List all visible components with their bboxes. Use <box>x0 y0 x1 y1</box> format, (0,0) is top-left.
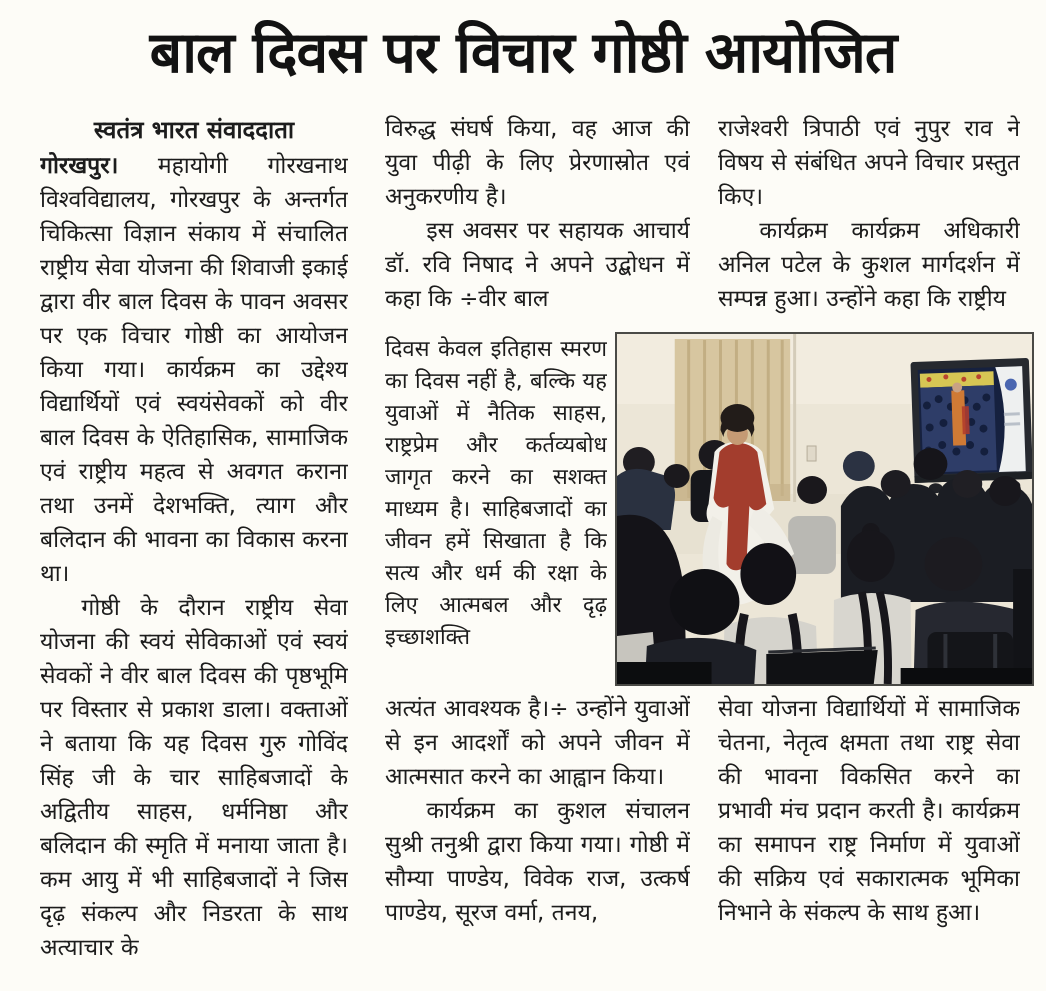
col1-paragraph-1-text: महायोगी गोरखनाथ विश्वविद्यालय, गोरखपुर के अन्तर्गत चिकित्सा विज्ञान संकाय में संचालित राष्ट्रीय सेवा योजना की शिवाजी इकाई द्वारा वीर बाल दिवस के पावन अवसर पर एक विचार गोष्ठी का आयोजन किया गया। कार्यक्रम का उद्देश्य विद्यार्थियों एवं स्वयंसेवकों को वीर बाल दिवस के ऐतिहासिक, सामाजिक एवं राष्ट्रीय महत्व से अवगत कराना तथा उनमें देशभक्ति, त्याग और बलिदान की भावना का विकास करना था। <box>40 153 348 587</box>
col1-paragraph-2: गोष्ठी के दौरान राष्ट्रीय सेवा योजना की स्वयं सेविकाओं एवं स्वयं सेवकों ने वीर बाल दिवस की पृष्ठभूमि पर विस्तार से प्रकाश डाला। वक्ताओं ने बताया कि यह दिवस गुरु गोविंद सिंह जी के चार साहिबजादों के अद्वितीय साहस, धर्मनिष्ठा और बलिदान की स्मृति में मनाया जाता है। कम आयु में भी साहिबजादों ने जिस दृढ़ संकल्प और निडरता के साथ अत्याचार के <box>40 595 348 961</box>
dateline-city: गोरखपुर। <box>40 153 119 179</box>
col2-paragraph-4: कार्यक्रम का कुशल संचालन सुश्री तनुश्री द्वारा किया गया। गोष्ठी में सौम्या पाण्डेय, विवेक राज, उत्कर्ष पाण्डेय, सूरज वर्मा, तनय, <box>385 798 690 926</box>
col2-paragraph-3-start: इस अवसर पर सहायक आचार्य डॉ. रवि निषाद ने अपने उद्बोधन में कहा कि ÷वीर बाल <box>385 218 690 312</box>
col3-continuation: राजेश्वरी त्रिपाठी एवं नुपुर राव ने विषय से संबंधित अपने विचार प्रस्तुत किए। <box>718 116 1020 210</box>
column-2-bottom <box>385 692 690 988</box>
col1-paragraph-1 <box>40 149 348 591</box>
column-2-beside-photo <box>385 334 607 686</box>
column-1 <box>40 112 348 990</box>
column-3-bottom <box>718 692 1020 988</box>
col3-paragraph-5-start: कार्यक्रम कार्यक्रम अधिकारी अनिल पटेल के कुशल मार्गदर्शन में सम्पन्न हुआ। उन्होंने कहा कि राष्ट्रीय <box>718 218 1020 312</box>
col2-continuation: विरुद्ध संघर्ष किया, वह आज की युवा पीढ़ी के लिए प्रेरणास्रोत एवं अनुकरणीय है। <box>385 116 690 210</box>
column-2-top <box>385 112 690 331</box>
col3-paragraph-5-end: सेवा योजना विद्यार्थियों में सामाजिक चेतना, नेतृत्व क्षमता तथा राष्ट्र सेवा की भावना विकसित करने का प्रभावी मंच प्रदान करती है। कार्यक्रम का समापन राष्ट्र निर्माण में युवाओं की सक्रिय एवं सकारात्मक भूमिका निभाने के संकल्प के साथ हुआ। <box>718 696 1020 926</box>
article-photo-illustration <box>617 334 1032 684</box>
byline: स्वतंत्र भारत संवाददाता <box>93 116 295 144</box>
col2-paragraph-3-end: अत्यंत आवश्यक है।÷ उन्होंने युवाओं से इन आदर्शों को अपने जीवन में आत्मसात करने का आह्वान किया। <box>385 696 690 790</box>
column-3-top <box>718 112 1020 331</box>
col2-paragraph-3-middle: दिवस केवल इतिहास स्मरण का दिवस नहीं है, बल्कि यह युवाओं में नैतिक साहस, राष्ट्रप्रेम और कर्तव्यबोध जागृत करने का सशक्त माध्यम है। साहिबजादों का जीवन हमें सिखाता है कि सत्य और धर्म की रक्षा के लिए आत्मबल और दृढ़ इच्छाशक्ति <box>385 337 607 650</box>
article-photo <box>615 332 1034 686</box>
article-headline: बाल दिवस पर विचार गोष्ठी आयोजित <box>149 20 897 86</box>
